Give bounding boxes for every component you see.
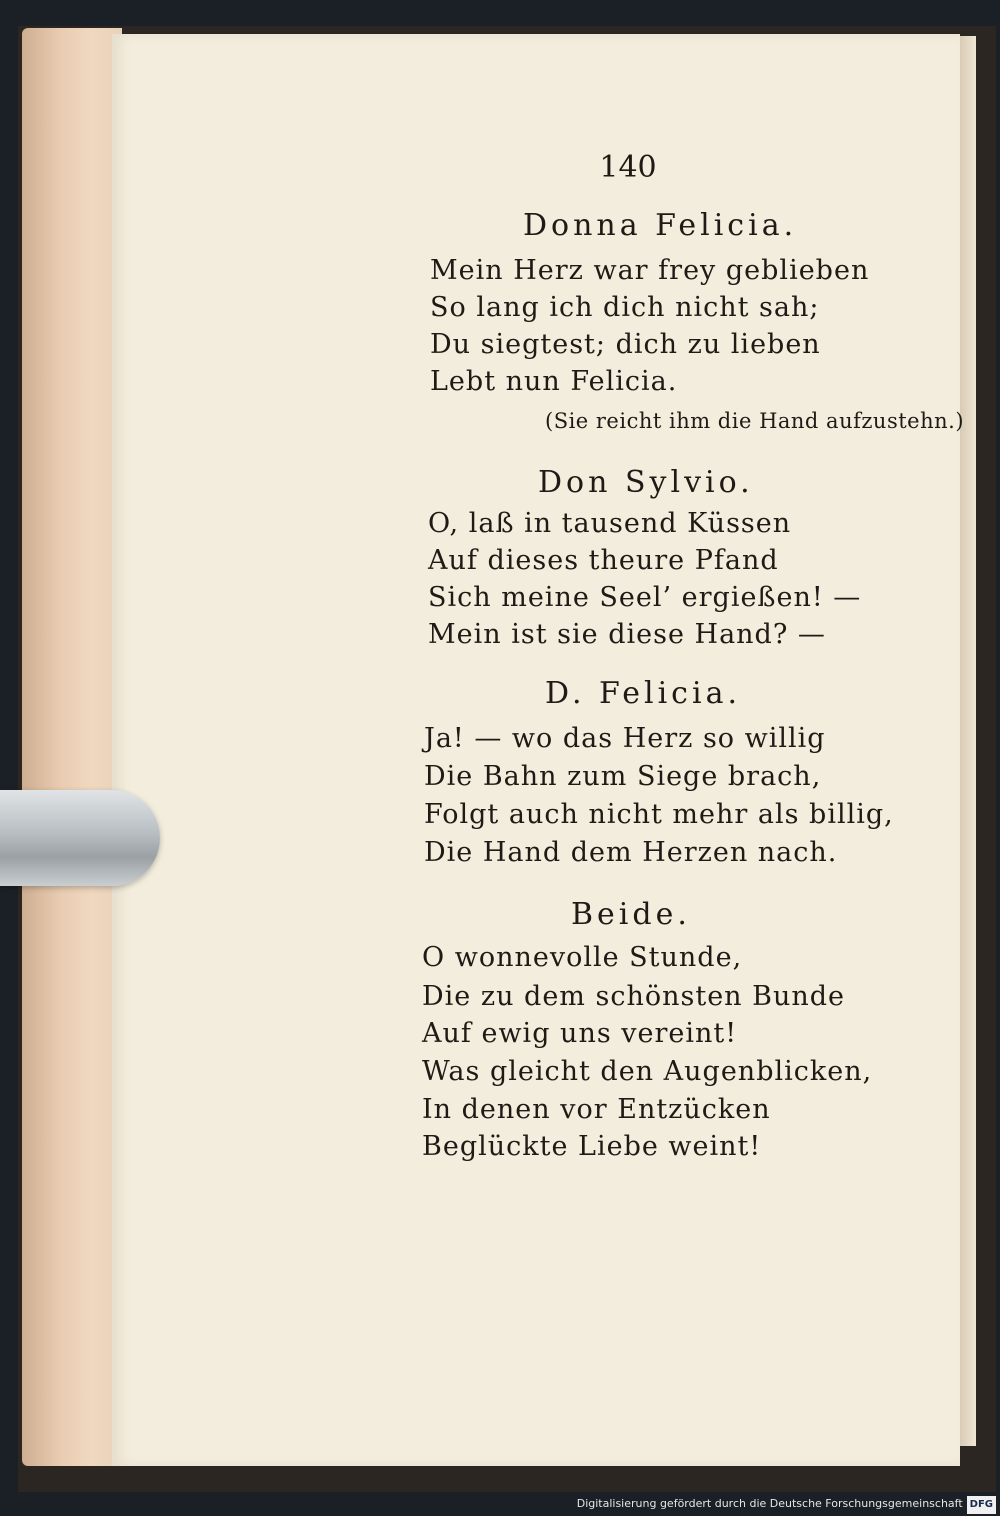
facing-page-edge	[960, 36, 976, 1446]
verse-line: Die Bahn zum Siege brach,	[424, 761, 822, 792]
verse-line: O wonnevolle Stunde,	[422, 942, 743, 973]
page-number: 140	[599, 150, 657, 185]
verse-line: Die zu dem schönsten Bunde	[422, 981, 846, 1012]
verse-line: Sich meine Seel’ ergießen! —	[428, 582, 862, 613]
verse-line: In denen vor Entzücken	[422, 1094, 771, 1125]
stage-direction: (Sie reicht ihm die Hand aufzustehn.)	[545, 409, 965, 433]
speaker-heading: Don Sylvio.	[538, 465, 754, 500]
speaker-heading: Beide.	[571, 897, 691, 932]
verse-line: Die Hand dem Herzen nach.	[424, 837, 838, 868]
page-stack-edge	[22, 28, 122, 1466]
verse-line: Was gleicht den Augenblicken,	[422, 1056, 873, 1087]
digitization-credit	[577, 1495, 996, 1513]
speaker-heading: D. Felicia.	[545, 676, 741, 711]
verse-line: Folgt auch nicht mehr als billig,	[424, 799, 894, 830]
verse-line: So lang ich dich nicht sah;	[430, 292, 820, 323]
verse-line: O, laß in tausend Küssen	[428, 508, 792, 539]
dfg-logo: DFG	[967, 1496, 996, 1514]
credit-text: Digitalisierung gefördert durch die Deutsche Forschungsgemeinschaft	[576, 1497, 963, 1510]
page-clip-holder	[0, 790, 160, 886]
verse-line: Auf ewig uns vereint!	[422, 1018, 738, 1049]
verse-line: Mein Herz war frey geblieben	[430, 255, 870, 286]
verse-line: Ja! — wo das Herz so willig	[424, 723, 826, 754]
verse-line: Beglückte Liebe weint!	[422, 1131, 762, 1162]
verse-line: Lebt nun Felicia.	[430, 366, 678, 397]
verse-line: Du siegtest; dich zu lieben	[430, 329, 821, 360]
speaker-heading: Donna Felicia.	[523, 208, 798, 243]
verse-line: Mein ist sie diese Hand? —	[428, 619, 826, 650]
verse-line: Auf dieses theure Pfand	[428, 545, 779, 576]
